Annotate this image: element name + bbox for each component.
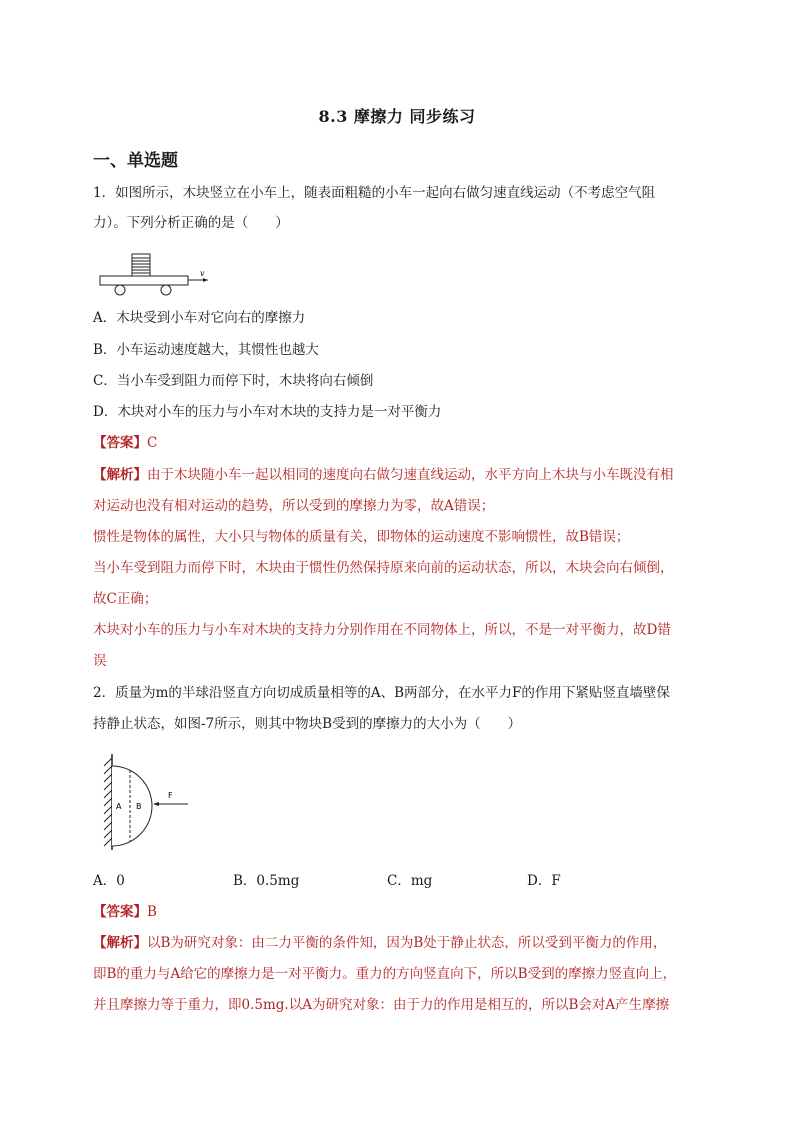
q1-answer [93, 428, 703, 458]
section-heading: 一、单选题 [93, 151, 178, 171]
cart-body [100, 276, 188, 285]
q1-stem-line1: 1．如图所示，木块竖立在小车上，随表面粗糙的小车一起向右做匀速直线运动（不考虑空气阻 [93, 185, 656, 201]
analysis-tag: 【解析】 [93, 467, 147, 483]
q1-analysis-line1 [93, 460, 703, 490]
q1-analysis-line5: 故C正确； [93, 591, 158, 607]
q1-option-c: C．当小车受到阻力而停下时，木块将向右倾倒 [93, 373, 374, 389]
q1-analysis-line6: 木块对小车的压力与小车对木块的支持力分别作用在不同物体上，所以，不是一对平衡力，故D错 [93, 622, 671, 638]
cart-wheel-right [161, 285, 171, 295]
q1-option-d: D．木块对小车的压力与小车对木块的支持力是一对平衡力 [93, 404, 442, 420]
q2-analysis-line2: 即B的重力与A给它的摩擦力是一对平衡力。重力的方向竖直向下，所以B受到的摩擦力竖直向上， [93, 966, 677, 982]
q2-answer [93, 897, 703, 927]
answer-value: C [147, 435, 158, 451]
label-b: B [136, 802, 142, 811]
q2-analysis-line3: 并且摩擦力等于重力，即0.5mg.以A为研究对象：由于力的作用是相互的，所以B会对A产生摩擦 [93, 997, 670, 1013]
q2-stem-line1: 2．质量为m的半球沿竖直方向切成质量相等的A、B两部分，在水平力F的作用下紧贴竖直墙壁保 [93, 685, 670, 701]
analysis-text: 以B为研究对象：由二力平衡的条件知，因为B处于静止状态，所以受到平衡力的作用， [147, 935, 667, 951]
q2-analysis-line1 [93, 928, 703, 958]
q1-analysis-line2: 对运动也没有相对运动的趋势，所以受到的摩擦力为零，故A错误； [93, 498, 495, 514]
q1-analysis-line4: 当小车受到阻力而停下时，木块由于惯性仍然保持原来向前的运动状态，所以，木块会向右倾倒， [93, 560, 674, 576]
page-title: 8.3 摩擦力 同步练习 [318, 107, 476, 126]
answer-tag: 【答案】 [93, 904, 147, 920]
analysis-tag: 【解析】 [93, 935, 147, 951]
cart-wheel-left [115, 285, 125, 295]
label-f: F [168, 791, 173, 800]
q1-stem-line2: 力）。下列分析正确的是（ ） [93, 215, 289, 231]
answer-tag: 【答案】 [93, 435, 147, 451]
q1-option-b: B．小车运动速度越大，其惯性也越大 [93, 342, 319, 358]
q2-option-c: C．mg [387, 873, 433, 889]
q1-analysis-line7: 误 [93, 653, 107, 669]
label-a: A [116, 802, 122, 811]
analysis-text: 由于木块随小车一起以相同的速度向右做匀速直线运动，水平方向上木块与小车既没有相 [147, 467, 674, 483]
q2-option-d: D．F [527, 873, 561, 889]
q2-option-a: A．0 [93, 873, 125, 889]
velocity-label: v [200, 269, 205, 278]
answer-value: B [147, 904, 157, 920]
q2-option-b: B．0.5mg [233, 873, 300, 889]
q2-stem-line2: 持静止状态，如图-7所示，则其中物块B受到的摩擦力的大小为（ ） [93, 716, 522, 732]
cart-block-figure [96, 250, 216, 300]
q1-analysis-line3: 惯性是物体的属性，大小只与物体的质量有关，即物体的运动速度不影响惯性，故B错误； [93, 529, 630, 545]
hemisphere-wall-figure [94, 752, 194, 852]
q1-option-a: A．木块受到小车对它向右的摩擦力 [93, 310, 306, 326]
